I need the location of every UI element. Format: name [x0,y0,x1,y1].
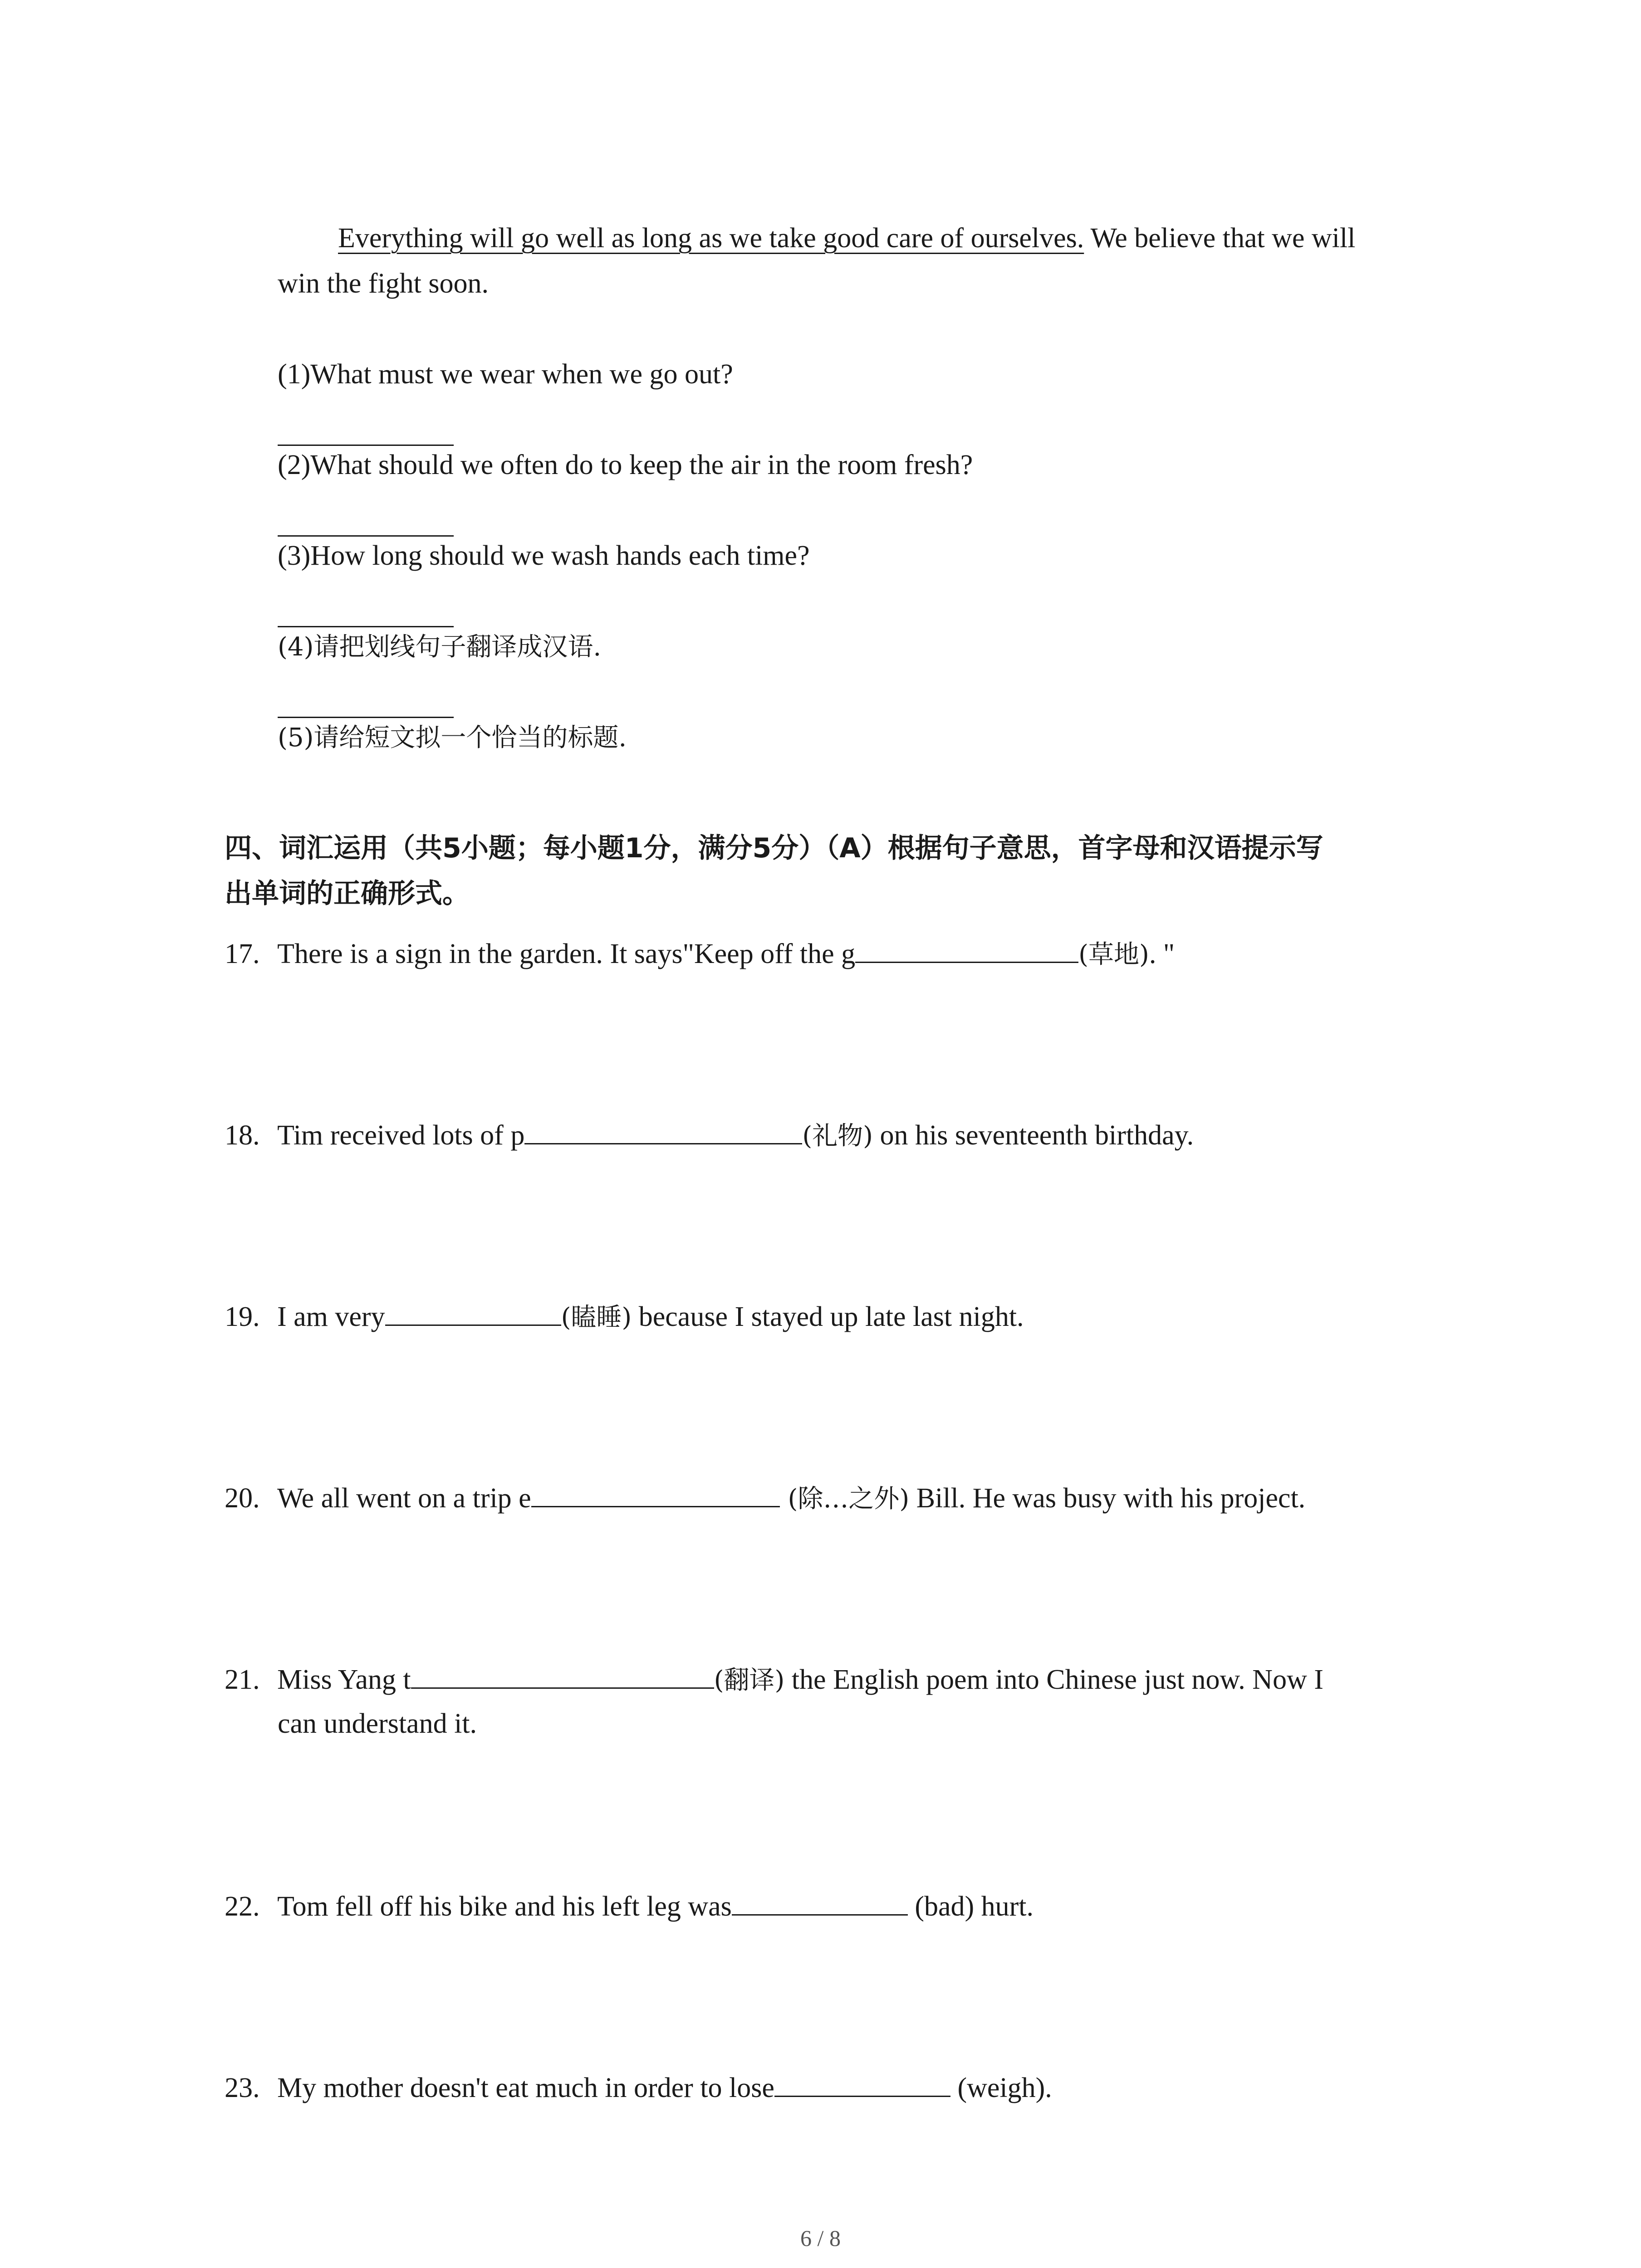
question-3: (3)How long should we wash hands each time? [278,540,810,571]
fill-blank-21[interactable] [411,1660,714,1689]
item-text-after: because I stayed up late last night. [632,1301,1024,1332]
fill-blank-23[interactable] [774,2068,950,2097]
item-hint: (瞌睡) [561,1303,632,1332]
item-hint: (礼物) [802,1121,873,1151]
question-4 [278,628,601,665]
item-text-after: hurt. [974,1891,1034,1922]
question-1: (1)What must we wear when we go out? [278,359,733,390]
page-number: 6 / 8 [800,2225,841,2251]
item-number: 20. [225,1483,260,1514]
item-19 [225,1297,1024,1336]
item-text-after: on his seventeenth birthday. [873,1120,1194,1151]
fill-blank-19[interactable] [385,1297,561,1326]
answer-blank-1[interactable] [278,445,454,446]
passage-line-1 [338,220,1355,256]
item-number: 18. [225,1120,260,1151]
item-number: 22. [225,1891,260,1922]
item-text-after: Bill. He was busy with his project. [909,1483,1306,1514]
item-hint: (weigh) [950,2072,1045,2103]
item-18 [225,1116,1194,1154]
item-21-line-2: can understand it. [278,1708,477,1739]
item-number: 23. [225,2072,260,2103]
item-hint: (翻译) [714,1666,785,1695]
question-2: (2)What should we often do to keep the air in the room fresh? [278,450,973,480]
section-heading-line-2: 出单词的正确形式。 [225,878,470,909]
item-text: Miss Yang t [277,1664,411,1695]
answer-blank-2[interactable] [278,535,454,537]
fill-blank-17[interactable] [855,934,1078,963]
fill-blank-20[interactable] [531,1479,780,1507]
passage-line-2: win the fight soon. [278,268,489,299]
fill-blank-22[interactable] [732,1887,908,1916]
item-text: We all went on a trip e [277,1483,531,1514]
item-text: There is a sign in the garden. It says"Keep off the g [277,938,856,969]
item-20 [225,1479,1305,1517]
section-heading-line-1: 四、词汇运用（共5小题；每小题1分，满分5分）（A）根据句子意思，首字母和汉语提示写 [225,832,1323,864]
item-22 [225,1887,1034,1925]
item-hint: (草地) [1078,940,1149,969]
item-text: Tim received lots of p [277,1120,525,1151]
answer-blank-4[interactable] [278,717,454,718]
item-number: 19. [225,1301,260,1332]
fill-blank-18[interactable] [524,1116,802,1144]
answer-blank-3[interactable] [278,626,454,627]
passage-continuation: We believe that we will [1084,223,1356,254]
item-number: 21. [225,1664,260,1695]
item-number: 17. [225,938,260,969]
question-4-text: (4)请把划线句子翻译成汉语. [278,632,602,662]
item-hint: (除…之外) [779,1484,910,1514]
item-text: I am very [277,1301,385,1332]
item-text-after: the English poem into Chinese just now. Now I [784,1664,1323,1695]
item-text: My mother doesn't eat much in order to lose [277,2072,774,2103]
item-hint: (bad) [907,1891,975,1922]
item-21 [225,1660,1323,1699]
underlined-sentence: Everything will go well as long as we take good care of ourselves. [338,223,1084,254]
item-text: Tom fell off his bike and his left leg was [277,1891,732,1922]
item-17 [225,934,1175,973]
item-text-after: . [1045,2072,1052,2103]
item-23 [225,2068,1052,2106]
question-5 [278,719,627,756]
question-5-text: (5)请给短文拟一个恰当的标题. [278,723,627,753]
item-text-after: . " [1149,938,1175,969]
